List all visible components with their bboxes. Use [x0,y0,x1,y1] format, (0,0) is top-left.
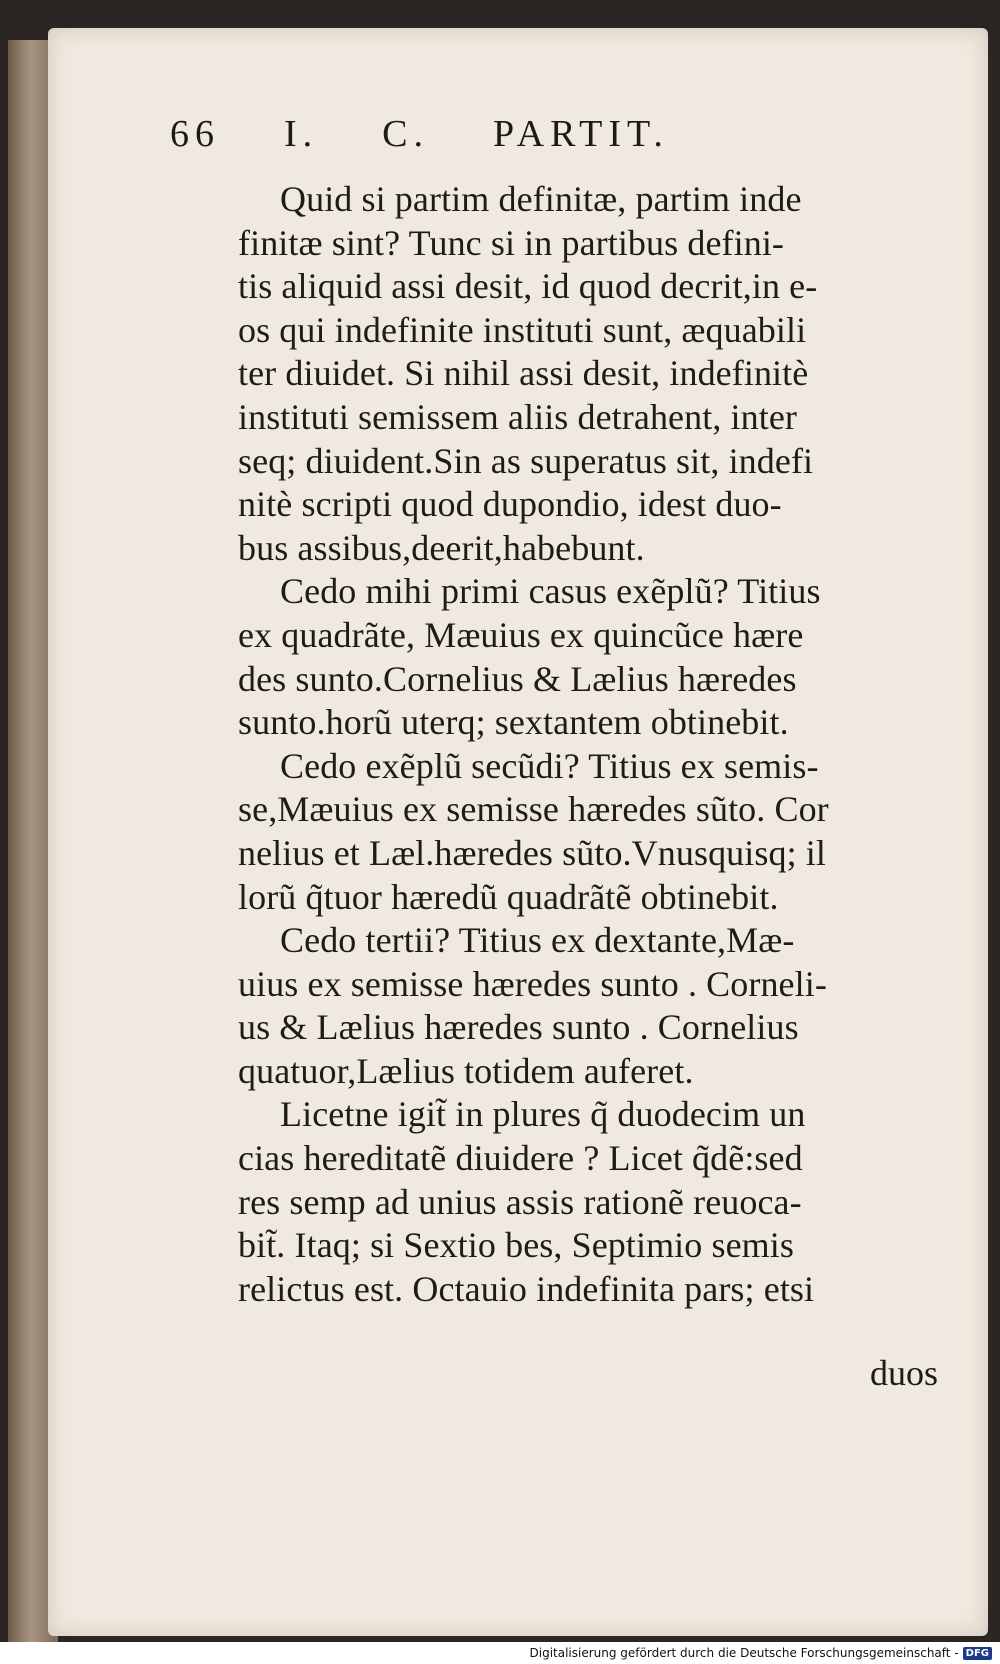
running-head [170,112,950,172]
credit-text: Digitalisierung gefördert durch die Deutsche Forschungsgemeinschaft - [529,1646,959,1660]
text-line: quatuor,Lælius totidem auferet. [238,1050,694,1091]
text-line: os qui indefinite instituti sunt, æquabili [238,309,807,350]
running-head-initial: C. [382,113,430,155]
text-line: ter diuidet. Si nihil assi desit, indefinitè [238,353,809,394]
text-line: ex quadrãte, Mæuius ex quincũce hære [238,614,804,655]
text-line: Cedo mihi primi casus exẽplũ? Titius [280,571,821,612]
text-line: sunto.horũ uterq; sextantem obtinebit. [238,702,789,743]
text-line: Cedo exẽplũ secũdi? Titius ex semis- [280,745,819,786]
text-line: finitæ sint? Tunc si in partibus defini- [238,222,785,263]
running-head-author: I. [284,113,319,155]
text-line: Cedo tertii? Titius ex dextante,Mæ- [280,920,795,961]
text-line: tis aliquid assi desit, id quod decrit,in e- [238,266,818,307]
text-line: Quid si partim definitæ, partim inde [280,179,802,219]
running-head-title: PARTIT. [493,113,669,155]
text-line: nitè scripti quod dupondio, idest duo- [238,484,782,525]
text-line: lorũ q̃tuor hæredũ quadrãtẽ obtinebit. [238,876,779,917]
catchword: duos [869,1353,938,1393]
text-line: se,Mæuius ex semisse hæredes sũto. Cor [238,789,829,830]
page-number: 66 [170,113,220,155]
text-line: us & Lælius hæredes sunto . Cornelius [238,1007,799,1048]
text-line: res semp ad unius assis rationẽ reuoca- [238,1181,802,1222]
text-line: des sunto.Cornelius & Lælius hæredes [238,658,797,699]
text-line: uius ex semisse hæredes sunto . Corneli- [238,963,827,1004]
text-line: bit̃. Itaq; si Sextio bes, Septimio semis [238,1225,794,1266]
text-line: relictus est. Octauio indefinita pars; etsi [238,1268,815,1309]
text-line: bus assibus,deerit,habebunt. [238,527,645,568]
body-text [238,178,938,1311]
text-line: Licetne igit̃ in plures q̃ duodecim un [280,1094,806,1135]
text-line: seq; diuident.Sin as superatus sit, indefi [238,440,814,481]
digitization-credit [0,1642,1000,1664]
text-line: nelius et Læl.hæredes sũto.Vnusquisq; il [238,832,826,873]
text-line: cias hereditatẽ diuidere ? Licet q̃dẽ:sed [238,1138,803,1179]
text-line: instituti semissem aliis detrahent, inter [238,396,798,437]
dfg-logo: DFG [963,1647,992,1660]
